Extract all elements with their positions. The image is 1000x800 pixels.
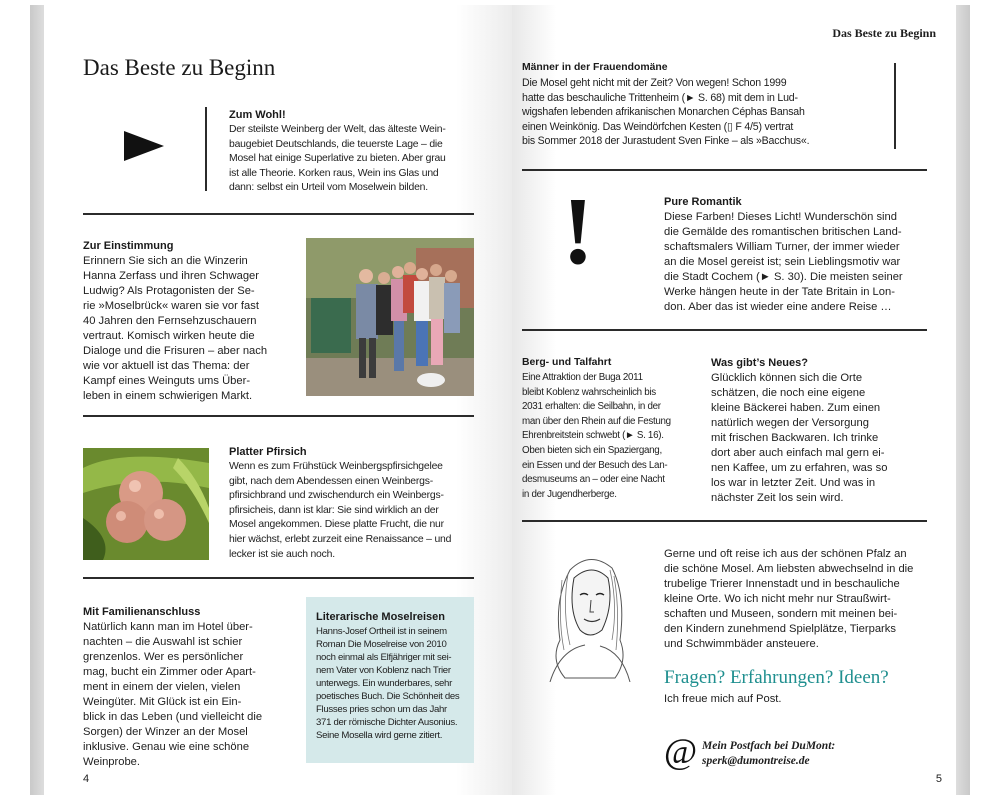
section-heading-zum-wohl: Zum Wohl! (229, 109, 286, 121)
box-text: Hanns-Josef Ortheil ist in seinem Roman Die Moselreise von 2010 noch einmal als Elfjähriger mit sei- nem Vater von Koblenz nach Trier unterwegs. Ein wunderbares, sehr poetisches Buch. Die Schönheit des Flusses pries schon um das Jahr 371 der römische Dichter Ausonius. Seine Mosella wird gerne zitiert. (316, 626, 460, 741)
play-triangle-icon (124, 131, 164, 161)
section-text-pfirsich: Wenn es zum Frühstück Weinbergspfirsichgelee gibt, nach dem Abendessen einen Weinbergs- pfirsichbrand und zwischendurch ein Weinbergs- pfirsicheis, dann ist klar: Sie sind wirklich an der Mosel angekommen. Diese platte Frucht, die nur hier wächst, erlebt zurzeit eine Renaissance – und lecker ist sie auch noch. (229, 461, 452, 560)
book-spread (30, 5, 970, 795)
running-head: Das Beste zu Beginn (832, 26, 936, 40)
author-portrait-illustration (540, 550, 640, 682)
section-heading-einstimmung: Zur Einstimmung (83, 240, 174, 252)
email-link[interactable]: sperk@dumontreise.de (702, 755, 810, 767)
right-page (512, 5, 956, 795)
freue-text: Ich freue mich auf Post. (664, 693, 782, 705)
at-sign-icon: @ (664, 731, 698, 771)
section-heading-pfirsich: Platter Pfirsich (229, 446, 307, 458)
exclamation-icon: ! (562, 177, 594, 284)
divider (522, 520, 927, 522)
fragen-heading: Fragen? Erfahrungen? Ideen? (664, 667, 889, 688)
section-text-berg-tal: Eine Attraktion der Buga 2011 bleibt Koblenz wahrscheinlich bis 2031 erhalten: die Seilbahn, in der man über den Rhein auf die Festung Ehrenbreitstein schwebt (► S. 16). Oben bieten sich ein Spaziergang, ein Essen und der Besuch des Lan- desmuseums an – oder eine Nacht in der Jugendherberge. (522, 372, 671, 500)
section-heading-berg-tal: Berg- und Talfahrt (522, 357, 612, 368)
section-text-familien: Natürlich kann man im Hotel über- nachten – die Auswahl ist schier grenzenlos. Wer es persönlicher mag, bucht ein Zimmer oder Apart- ment in einem der vielen, vielen Weingüter. Mit Glück ist ein Ein- blick in das Leben (und vielleicht die Sorgen) der Winzer an der Mosel inklusive. Genau wie eine schöne Weinprobe. (83, 621, 263, 768)
section-text-zum-wohl: Der steilste Weinberg der Welt, das älteste Wein- baugebiet Deutschlands, die teuerste Lage – die Mosel hat einige Superlative zu bieten. Aber grau ist alle Theorie. Korken raus, Wein ins Glas und dann: selbst ein Urteil vom Moselwein bilden. (229, 124, 446, 194)
page-number-left: 4 (83, 773, 90, 785)
divider (522, 329, 927, 331)
section-text-romantik: Diese Farben! Dieses Licht! Wunderschön sind die Gemälde des romantischen britischen Land- schaftsmalers William Turner, der immer wieder an die Mosel gereist ist; sein Lieblingsmotiv war die Stadt Cochem (► S. 30). Die meisten seiner Werke hängen heute in der Tate Britain in Lon- don. Aber das ist wieder eine andere Reise … (664, 211, 903, 313)
info-box-literarisch (306, 597, 474, 763)
divider-vertical (894, 63, 896, 149)
section-heading-romantik: Pure Romantik (664, 196, 742, 208)
divider (522, 169, 927, 171)
page-title: Das Beste zu Beginn (83, 55, 276, 80)
section-text-maenner: Die Mosel geht nicht mit der Zeit? Von wegen! Schon 1999 hatte das beschauliche Trittenheim (► S. 68) mit dem in Lud- wigshafen lebenden afrikanischen Monarchen Céphas Bansah einen Weinkönig. Das Weindörfchen Kesten (▯ F 4/5) vertrat bis Sommer 2018 der Jurastudent Sven Finke – als »Bacchus«. (522, 77, 810, 148)
photo-winemakers-group (306, 238, 474, 396)
divider (83, 415, 474, 417)
divider (83, 577, 474, 579)
section-text-einstimmung: Erinnern Sie sich an die Winzerin Hanna Zerfass und ihren Schwager Ludwig? Als Protagonisten der Se- rie »Moselbrück« waren sie vor fast 40 Jahren den Fernsehzuschauern vertraut. Komisch wirken heute die Dialoge und die Frisuren – aber nach wie vor aktuell ist das Thema: der Kampf eines Weinguts ums Über- leben in einem schwierigen Markt. (83, 255, 268, 402)
left-page (44, 5, 512, 795)
box-heading: Literarische Moselreisen (316, 611, 446, 623)
photo-peaches (83, 448, 209, 560)
section-text-neues: Glücklich können sich die Orte schätzen, die noch eine eigene kleine Bäckerei haben. Zum einen natürlich wegen der Versorgung mit frischen Backwaren. Ich trinke dort aber auch einfach mal gern ei- nen Kaffee, um zu erfahren, was so los war in letzter Zeit. Und was in nächster Zeit los sein wird. (711, 372, 888, 504)
page-number-right: 5 (935, 773, 942, 785)
section-heading-familien: Mit Familienanschluss (83, 606, 201, 618)
divider-vertical (205, 107, 207, 191)
postfach-label: Mein Postfach bei DuMont: (702, 740, 836, 752)
section-heading-maenner: Männer in der Frauendomäne (522, 62, 668, 73)
section-heading-neues: Was gibt’s Neues? (711, 357, 808, 369)
author-text: Gerne und oft reise ich aus der schönen Pfalz an die schöne Mosel. Am liebsten abwechselnd in die trubelige Trierer Innenstadt und in beschauliche kleine Orte. Wo ich nicht mehr nur Straußwirt- schaften und Museen, sondern mit meinen bei- den Kindern zunehmend Spielplätze, Tierparks und Schwimmbäder ansteuere. (664, 548, 914, 650)
divider (83, 213, 474, 215)
